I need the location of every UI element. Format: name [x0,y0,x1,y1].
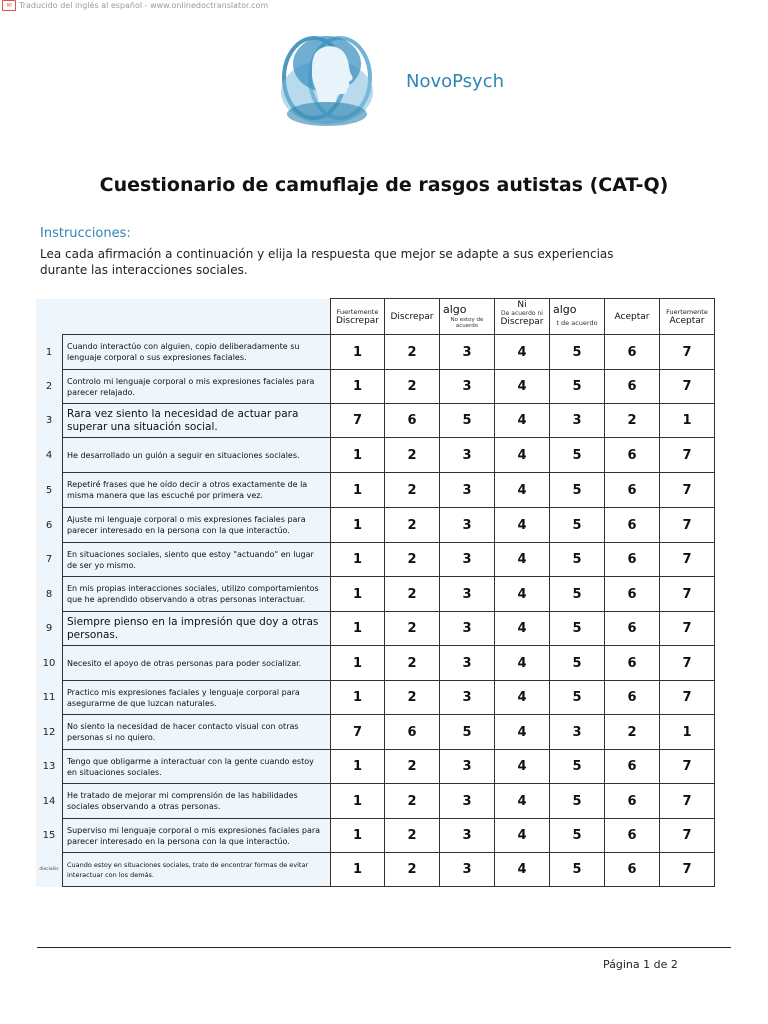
response-option-7[interactable]: 1 [660,715,715,750]
response-option-7[interactable]: 1 [660,404,715,438]
response-option-5[interactable]: 5 [550,370,605,404]
response-option-1[interactable]: 1 [331,370,385,404]
response-option-3[interactable]: 3 [440,853,495,887]
response-option-4[interactable]: 4 [495,370,550,404]
question-text: Cuando interactúo con alguien, copio deliberadamente su lenguaje corporal o sus expresiones faciales. [63,335,331,370]
response-option-7[interactable]: 7 [660,370,715,404]
question-number: 14 [36,784,63,819]
response-option-2[interactable]: 2 [385,335,440,370]
response-option-2[interactable]: 2 [385,577,440,612]
response-option-6[interactable]: 6 [605,612,660,646]
response-option-3[interactable]: 3 [440,577,495,612]
question-rows [36,335,715,887]
response-option-6[interactable]: 6 [605,819,660,853]
response-option-1[interactable]: 1 [331,646,385,681]
response-option-4[interactable]: 4 [495,750,550,784]
response-option-2[interactable]: 2 [385,508,440,543]
question-text: Practico mis expresiones faciales y lenguaje corporal para asegurarme de que luzcan naturales. [63,681,331,715]
response-option-5[interactable]: 5 [550,438,605,473]
response-option-4[interactable]: 4 [495,577,550,612]
response-option-6[interactable]: 6 [605,473,660,508]
col-header-sub: No estoy de acuerdo [450,316,484,329]
response-option-5[interactable]: 5 [550,335,605,370]
col-header-top: algo [553,303,577,316]
question-number: 7 [36,543,63,577]
response-option-5[interactable]: 5 [550,853,605,887]
page-number: Página 1 de 2 [603,958,678,971]
response-option-1[interactable]: 1 [331,438,385,473]
col-header-small: Fuertemente [666,307,708,316]
response-option-4[interactable]: 4 [495,473,550,508]
response-option-2[interactable]: 2 [385,681,440,715]
response-option-2[interactable]: 2 [385,853,440,887]
question-number: 5 [36,473,63,508]
page-title: Cuestionario de camuflaje de rasgos autistas (CAT-Q) [99,174,669,196]
response-option-5[interactable]: 5 [550,681,605,715]
response-option-3[interactable]: 3 [440,508,495,543]
response-option-4[interactable]: 4 [495,438,550,473]
question-number: 12 [36,715,63,750]
response-option-1[interactable]: 1 [331,473,385,508]
question-row [36,853,715,887]
question-row [36,370,715,404]
banner-text: Traducido del inglés al español - www.onlinedoctranslator.com [19,1,269,10]
response-option-4[interactable]: 4 [495,508,550,543]
question-row [36,508,715,543]
response-option-6[interactable]: 6 [605,750,660,784]
brand-name: NovoPsych [406,71,505,92]
col-header-3 [440,299,495,335]
response-option-2[interactable]: 2 [385,750,440,784]
response-option-1[interactable]: 1 [331,577,385,612]
question-number: 15 [36,819,63,853]
response-option-6[interactable]: 6 [605,508,660,543]
question-row [36,612,715,646]
col-header-7 [660,299,715,335]
question-row [36,646,715,681]
response-option-2[interactable]: 6 [385,715,440,750]
question-row [36,577,715,612]
response-option-5[interactable]: 5 [550,473,605,508]
response-option-6[interactable]: 6 [605,784,660,819]
question-number: dieciséis [36,853,63,887]
response-option-6[interactable]: 6 [605,438,660,473]
response-option-3[interactable]: 3 [440,438,495,473]
response-option-3[interactable]: 3 [440,681,495,715]
response-option-1[interactable]: 1 [331,612,385,646]
response-option-1[interactable]: 1 [331,853,385,887]
response-option-7[interactable]: 7 [660,577,715,612]
response-option-3[interactable]: 3 [440,370,495,404]
response-option-2[interactable]: 2 [385,543,440,577]
response-option-5[interactable]: 5 [550,543,605,577]
response-option-4[interactable]: 4 [495,853,550,887]
footer-divider [37,947,731,948]
question-text: Rara vez siento la necesidad de actuar para superar una situación social. [63,404,331,438]
response-option-5[interactable]: 5 [550,750,605,784]
response-option-7[interactable]: 7 [660,784,715,819]
response-option-7[interactable]: 7 [660,853,715,887]
response-option-4[interactable]: 4 [495,715,550,750]
question-row [36,715,715,750]
response-option-5[interactable]: 3 [550,404,605,438]
response-option-6[interactable]: 6 [605,543,660,577]
question-row [36,438,715,473]
instructions-text: Lea cada afirmación a continuación y elija la respuesta que mejor se adapte a sus experiencias durante las interacciones sociales. [40,247,614,277]
response-option-3[interactable]: 3 [440,646,495,681]
response-option-5[interactable]: 5 [550,819,605,853]
response-option-5[interactable]: 5 [550,508,605,543]
question-number: 11 [36,681,63,715]
response-option-1[interactable]: 1 [331,750,385,784]
response-option-3[interactable]: 5 [440,404,495,438]
col-header-main: Aceptar [614,311,650,322]
response-option-3[interactable]: 3 [440,335,495,370]
col-header-top: Ni [517,300,527,310]
response-option-2[interactable]: 2 [385,784,440,819]
response-option-3[interactable]: 3 [440,612,495,646]
response-option-4[interactable]: 4 [495,784,550,819]
response-option-3[interactable]: 3 [440,819,495,853]
response-option-6[interactable]: 6 [605,370,660,404]
response-option-6[interactable]: 2 [605,715,660,750]
response-option-2[interactable]: 2 [385,438,440,473]
question-text: No siento la necesidad de hacer contacto visual con otras personas si no quiero. [63,715,331,750]
question-row [36,543,715,577]
response-option-7[interactable]: 7 [660,681,715,715]
col-header-main: Aceptar [669,315,705,326]
response-option-3[interactable]: 3 [440,473,495,508]
question-text: Necesito el apoyo de otras personas para poder socializar. [63,646,331,681]
question-text: Siempre pienso en la impresión que doy a otras personas. [63,612,331,646]
response-option-1[interactable]: 1 [331,784,385,819]
question-row [36,819,715,853]
col-header-top: algo [443,303,467,316]
col-header-2 [385,299,440,335]
question-text: En situaciones sociales, siento que estoy "actuando" en lugar de ser yo mismo. [63,543,331,577]
response-option-3[interactable]: 3 [440,750,495,784]
col-header-sub: t de acuerdo [556,318,598,327]
response-option-1[interactable]: 1 [331,543,385,577]
response-option-7[interactable]: 7 [660,438,715,473]
question-text: He desarrollado un guión a seguir en situaciones sociales. [63,438,331,473]
response-option-6[interactable]: 6 [605,335,660,370]
response-option-7[interactable]: 7 [660,819,715,853]
question-number: 1 [36,335,63,370]
instructions-heading: Instrucciones: [40,226,131,241]
response-option-4[interactable]: 4 [495,404,550,438]
response-option-7[interactable]: 7 [660,750,715,784]
response-option-2[interactable]: 2 [385,473,440,508]
response-option-3[interactable]: 3 [440,543,495,577]
response-option-4[interactable]: 4 [495,819,550,853]
response-option-7[interactable]: 7 [660,508,715,543]
question-number: 6 [36,508,63,543]
questionnaire-table [36,298,715,887]
response-option-7[interactable]: 7 [660,335,715,370]
question-text: Repetiré frases que he oído decir a otros exactamente de la misma manera que las escuché por primera vez. [63,473,331,508]
col-header-sub: De acuerdo ni [501,310,543,317]
response-option-7[interactable]: 7 [660,612,715,646]
col-header-4 [495,299,550,335]
col-header-small: Fuertemente [336,307,379,316]
question-text: Ajuste mi lenguaje corporal o mis expresiones faciales para parecer interesado en la persona con la que interactúo. [63,508,331,543]
header-blank [36,299,331,335]
response-option-5[interactable]: 5 [550,646,605,681]
col-header-6 [605,299,660,335]
response-option-5[interactable]: 5 [550,577,605,612]
question-row [36,750,715,784]
response-option-5[interactable]: 3 [550,715,605,750]
response-option-7[interactable]: 7 [660,543,715,577]
response-option-3[interactable]: 3 [440,784,495,819]
response-option-6[interactable]: 6 [605,681,660,715]
question-text: Tengo que obligarme a interactuar con la gente cuando estoy en situaciones sociales. [63,750,331,784]
response-option-6[interactable]: 6 [605,646,660,681]
question-row [36,784,715,819]
response-option-3[interactable]: 5 [440,715,495,750]
translator-banner[interactable] [2,0,268,11]
question-number: 2 [36,370,63,404]
response-option-2[interactable]: 2 [385,646,440,681]
response-option-1[interactable]: 7 [331,715,385,750]
col-header-1 [331,299,385,335]
question-row [36,335,715,370]
response-option-2[interactable]: 2 [385,819,440,853]
response-option-4[interactable]: 4 [495,612,550,646]
response-option-6[interactable]: 6 [605,853,660,887]
response-option-5[interactable]: 5 [550,612,605,646]
response-option-4[interactable]: 4 [495,681,550,715]
response-option-2[interactable]: 6 [385,404,440,438]
response-option-4[interactable]: 4 [495,335,550,370]
question-number: 8 [36,577,63,612]
question-text: Controlo mi lenguaje corporal o mis expresiones faciales para parecer relajado. [63,370,331,404]
response-option-2[interactable]: 2 [385,370,440,404]
pdf-icon: ✉ [2,0,16,11]
question-text: Superviso mi lenguaje corporal o mis expresiones faciales para parecer interesado en la persona con la que interactúo. [63,819,331,853]
response-option-2[interactable]: 2 [385,612,440,646]
question-text: En mis propias interacciones sociales, utilizo comportamientos que he aprendido observando a otras personas interactuar. [63,577,331,612]
response-option-1[interactable]: 1 [331,335,385,370]
response-option-6[interactable]: 6 [605,577,660,612]
col-header-main: Discrepar [500,317,544,327]
question-number: 3 [36,404,63,438]
question-row [36,473,715,508]
col-header-main: Discrepar [335,315,380,326]
response-option-4[interactable]: 4 [495,543,550,577]
question-text: Cuando estoy en situaciones sociales, trato de encontrar formas de evitar interactuar con los demás. [63,853,331,887]
response-option-7[interactable]: 7 [660,646,715,681]
col-header-5 [550,299,605,335]
question-row [36,681,715,715]
question-row [36,404,715,438]
col-header-main: Discrepar [390,311,434,322]
question-text: He tratado de mejorar mi comprensión de las habilidades sociales observando a otras personas. [63,784,331,819]
response-option-1[interactable]: 1 [331,681,385,715]
question-number: 10 [36,646,63,681]
header-row [36,299,715,335]
response-option-1[interactable]: 7 [331,404,385,438]
novopsych-logo-icon [274,34,380,130]
response-option-1[interactable]: 1 [331,508,385,543]
response-option-7[interactable]: 7 [660,473,715,508]
response-option-4[interactable]: 4 [495,646,550,681]
response-option-6[interactable]: 2 [605,404,660,438]
question-number: 9 [36,612,63,646]
response-option-5[interactable]: 5 [550,784,605,819]
question-number: 13 [36,750,63,784]
response-option-1[interactable]: 1 [331,819,385,853]
question-number: 4 [36,438,63,473]
